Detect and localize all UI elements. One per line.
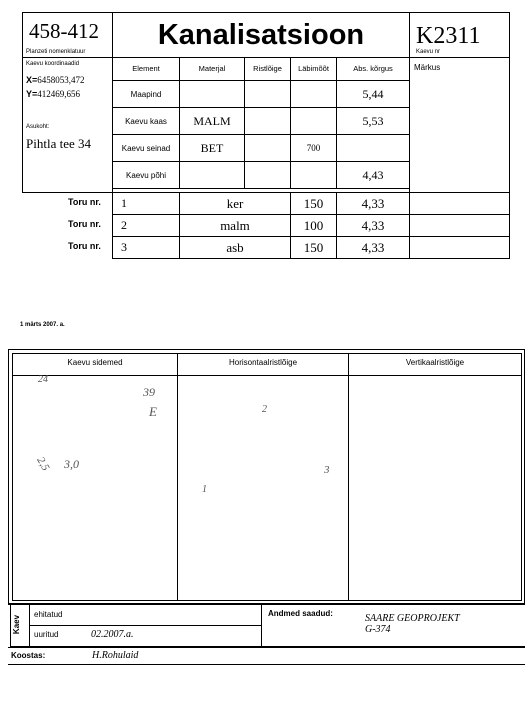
- panel-vertical: [348, 353, 522, 601]
- pipe-cell-no: [112, 192, 180, 215]
- table-header-element: [112, 57, 180, 81]
- table-row-diameter: 700: [306, 143, 321, 153]
- pipe-cell-height: [336, 192, 410, 215]
- pipe-cell-material: [179, 214, 291, 237]
- table-cell-element: [112, 107, 180, 135]
- pipe-diameter-value: 150: [303, 196, 324, 211]
- footer-data-cell: [261, 604, 525, 647]
- pipe-cell-no: [112, 214, 180, 237]
- coords-panel: [22, 57, 113, 193]
- table-row-material: BET: [200, 141, 224, 155]
- panel-horizontal-title: Horisontaalristlõige: [228, 358, 298, 367]
- pipe-no-value: 2: [121, 218, 127, 232]
- table-header-material-label: Materjal: [198, 64, 226, 73]
- panel-connections-title: Kaevu sidemed: [67, 358, 123, 367]
- footer-side-cell: [10, 604, 30, 647]
- table-header-material: [179, 57, 245, 81]
- author-label: Koostas:: [11, 651, 46, 660]
- pipe-no-value: 1: [121, 196, 127, 210]
- pipe-material-value: malm: [220, 218, 250, 233]
- arrow-label-3: 3: [324, 464, 330, 476]
- pipe-cell-notes: [409, 214, 510, 237]
- table-header-element-label: Element: [132, 64, 160, 73]
- author-value: H.Rohulaid: [92, 650, 139, 661]
- table-row-element-label: Kaevu põhi: [125, 171, 167, 180]
- pipe-height-value: 4,33: [361, 240, 385, 255]
- coords-label: Kaevu koordinaadid: [26, 61, 80, 67]
- pipe-material-value: ker: [226, 196, 244, 211]
- table-cell-height: [336, 107, 410, 135]
- notes-header: Märkus: [414, 63, 441, 72]
- table-cell-section: [244, 161, 291, 189]
- table-header-section: [244, 57, 291, 81]
- pipe-material-value: asb: [226, 240, 244, 255]
- well-caption: Kaevu nr: [416, 49, 441, 55]
- table-row-element-label: Kaevu seinad: [121, 144, 171, 153]
- pipe-cell-material: [179, 236, 291, 259]
- nomenclature-caption: Planzeti nomenklatuur: [26, 49, 86, 55]
- pipe-row-label: Toru nr.: [68, 219, 101, 229]
- pipe-cell-notes: [409, 192, 510, 215]
- table-cell-element: [112, 80, 180, 108]
- footer-built-row: [29, 604, 262, 626]
- page-title: Kanalisatsioon: [157, 19, 365, 51]
- pipe-cell-diameter: [290, 214, 337, 237]
- sketch-dim-25: 2,5: [34, 455, 52, 473]
- panel-horizontal: [177, 353, 349, 601]
- sketch-label-39: 39: [143, 385, 155, 399]
- table-cell-height: [336, 80, 410, 108]
- sketch-dim-30: 3,0: [64, 457, 79, 471]
- table-cell-section: [244, 80, 291, 108]
- footer-author-row: [8, 647, 525, 665]
- pipe-row-label: Toru nr.: [68, 197, 101, 207]
- arrow-label-2: 2: [262, 404, 267, 415]
- footer-side-label: Kaev: [12, 614, 22, 635]
- table-header-height: [336, 57, 410, 81]
- coord-y-value: 412469,656: [37, 89, 81, 99]
- table-header-height-label: Abs. kõrgus: [353, 64, 393, 73]
- panel-vertical-title: Vertikaalristlõige: [405, 358, 465, 367]
- table-cell-material: [179, 134, 245, 162]
- pipe-cell-height: [336, 236, 410, 259]
- table-cell-height: [336, 134, 410, 162]
- inspected-value: 02.2007.a.: [91, 629, 134, 640]
- coord-x: [26, 75, 85, 85]
- table-header-section-label: Ristlõige: [253, 64, 282, 73]
- notes-column: [409, 57, 510, 193]
- data-label: Andmed saadud:: [268, 609, 333, 618]
- well-id: K2311: [416, 23, 481, 49]
- table-cell-material: [179, 80, 245, 108]
- table-row-height: 4,43: [362, 168, 384, 182]
- location-value: Pihtla tee 34: [26, 136, 91, 151]
- coord-y-label: Y=: [26, 89, 38, 99]
- table-cell-element: [112, 134, 180, 162]
- table-row-element-label: Kaevu kaas: [125, 117, 167, 126]
- table-cell-section: [244, 134, 291, 162]
- pipe-cell-material: [179, 192, 291, 215]
- location-label: Asukoht:: [26, 124, 50, 130]
- pipe-height-value: 4,33: [361, 218, 385, 233]
- table-cell-section: [244, 107, 291, 135]
- table-cell-material: [179, 161, 245, 189]
- data-value-company: SAARE GEOPROJEKT: [365, 613, 460, 624]
- pipe-cell-diameter: [290, 236, 337, 259]
- table-cell-element: [112, 161, 180, 189]
- date-note: 1 märts 2007. a.: [20, 322, 65, 328]
- header-cell-well: [409, 12, 510, 58]
- table-cell-diameter: [290, 107, 337, 135]
- coord-y: [26, 89, 80, 99]
- table-header-diameter-label: Läbimõõt: [298, 64, 329, 73]
- pipe-cell-no: [112, 236, 180, 259]
- header-cell-title: [112, 12, 410, 58]
- data-value-code: G-374: [365, 624, 391, 635]
- footer-inspected-row: [29, 625, 262, 647]
- pipe-cell-height: [336, 214, 410, 237]
- table-cell-diameter: [290, 161, 337, 189]
- coord-x-label: X=: [26, 75, 38, 85]
- table-row-height: 5,44: [362, 87, 384, 101]
- table-cell-height: [336, 161, 410, 189]
- table-row-height: 5,53: [362, 114, 384, 128]
- coord-x-value: 6458053,472: [37, 75, 85, 85]
- nomenclature-code: 458-412: [29, 19, 99, 43]
- table-row-material: MALM: [193, 114, 231, 128]
- table-header-diameter: [290, 57, 337, 81]
- pipe-no-value: 3: [121, 240, 127, 254]
- sketch-label-24: 24: [38, 374, 48, 385]
- pipe-diameter-value: 150: [303, 240, 324, 255]
- pipe-diameter-value: 100: [303, 218, 324, 233]
- built-label: ehitatud: [34, 610, 63, 619]
- sketch-label-e: E: [149, 404, 157, 419]
- pipe-row-label: Toru nr.: [68, 241, 101, 251]
- pipe-height-value: 4,33: [361, 196, 385, 211]
- arrow-label-1: 1: [202, 484, 207, 495]
- pipe-cell-diameter: [290, 192, 337, 215]
- header-cell-nomenclature: [22, 12, 113, 58]
- table-cell-diameter: [290, 80, 337, 108]
- table-row-element-label: Maapind: [130, 90, 162, 99]
- table-cell-diameter: [290, 134, 337, 162]
- inspected-label: uuritud: [34, 630, 59, 639]
- pipe-cell-notes: [409, 236, 510, 259]
- table-cell-material: [179, 107, 245, 135]
